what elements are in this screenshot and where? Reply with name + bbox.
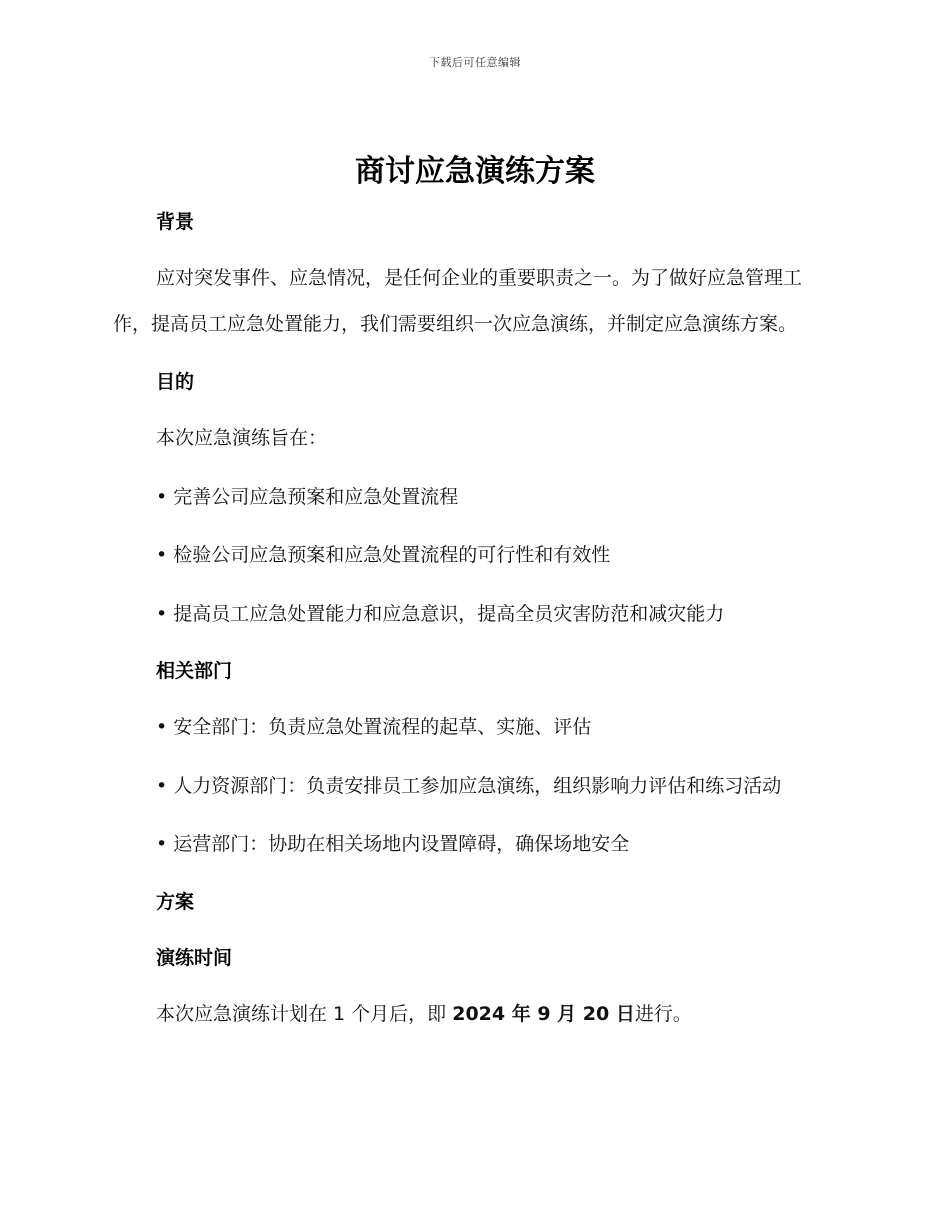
department-item-3: • 运营部门：协助在相关场地内设置障碍，确保场地安全 (156, 833, 630, 855)
department-item-2: • 人力资源部门：负责安排员工参加应急演练，组织影响力评估和练习活动 (156, 774, 782, 797)
purpose-item-3: • 提高员工应急处置能力和应急意识，提高全员灾害防范和减灾能力 (156, 602, 725, 625)
section-heading-background: 背景 (156, 211, 195, 233)
section-heading-purpose: 目的 (156, 371, 195, 393)
subsection-heading-time: 演练时间 (156, 946, 233, 969)
purpose-item-1: • 完善公司应急预案和应急处置流程 (156, 485, 459, 508)
purpose-intro: 本次应急演练旨在： (156, 427, 328, 449)
header-note: 下载后可任意编辑 (429, 56, 521, 69)
purpose-item-2: • 检验公司应急预案和应急处置流程的可行性和有效性 (156, 544, 611, 566)
department-item-1: • 安全部门：负责应急处置流程的起草、实施、评估 (156, 716, 592, 738)
section-heading-plan: 方案 (156, 890, 195, 913)
time-paragraph (113, 992, 835, 1038)
document-body (113, 200, 835, 1037)
background-paragraph: 应对突发事件、应急情况，是任何企业的重要职责之一。为了做好应急管理工作，提高员工应急处置能力，我们需要组织一次应急演练，并制定应急演练方案。 (113, 267, 803, 335)
time-suffix: 进行。 (634, 1002, 692, 1025)
document-title: 商讨应急演练方案 (355, 154, 595, 189)
time-date: 2024 年 9 月 20 日 (452, 1002, 635, 1025)
section-heading-departments: 相关部门 (156, 660, 233, 682)
time-prefix: 本次应急演练计划在 1 个月后，即 (156, 1002, 453, 1025)
